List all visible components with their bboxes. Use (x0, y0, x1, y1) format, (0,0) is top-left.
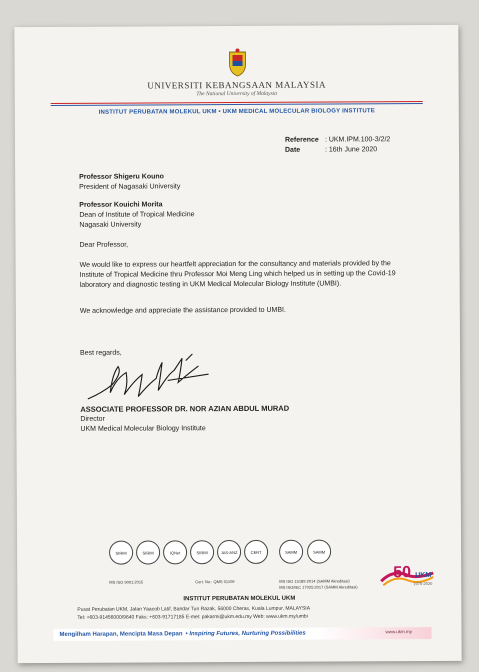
cert-note-right-1: MS ISO 15189:2014 (SAMM Akreditasi) (279, 578, 350, 584)
recipient-name: Professor Kouichi Morita (79, 201, 163, 209)
cert-badge-icon: SIRIM (190, 540, 214, 564)
recipient-org: Nagasaki University (79, 221, 142, 229)
letter-paragraph-1: We would like to express our heartfelt appreciation for the consultancy and materials provided by the Institute of Tropical Medicine thru Professor Moi Meng Ling which helped us in setting up the Covid-19 laboratory and diagnostic testing in UKM Medical Molecular Biology Institute (UMBI). (79, 260, 396, 290)
closing: Best regards, (80, 349, 122, 357)
signer-title: Director (80, 415, 105, 423)
signer-organization: UKM Medical Molecular Biology Institute (80, 425, 206, 433)
footer-contact: Tel: +603-91456000/9640 Faks: +603-91717185 E-mel: pakarmi@ukm.edu.my Web: www.ukm.my/umbi (77, 613, 308, 621)
cert-note-left-2: Cert. No.: QMS 01109 (195, 579, 235, 585)
cert-badge-icon: CERT (244, 540, 268, 564)
tagline-bar (53, 627, 431, 641)
letter-paragraph-2: We acknowledge and appreciate the assistance provided to UMBI. (79, 306, 286, 315)
accreditation-badges (279, 540, 331, 564)
date-value: : 16th June 2020 (324, 146, 378, 154)
tagline-malay: Mengilham Harapan, Mencipta Masa Depan (59, 631, 183, 638)
university-name: UNIVERSITI KEBANGSAAN MALAYSIA (147, 79, 326, 91)
recipient-title: Dean of Institute of Tropical Medicine (79, 211, 195, 219)
ukm-50-anniversary-logo (377, 555, 437, 599)
handwritten-signature (82, 344, 212, 407)
reference-label: Reference (284, 136, 319, 144)
cert-badge-icon: SIRIM (136, 540, 160, 564)
cert-note-left-1: MS ISO 9001:2015 (109, 579, 144, 585)
recipient-2 (79, 200, 194, 231)
accreditation-badge-icon: SAMM (307, 540, 331, 564)
date-label: Date (284, 146, 301, 154)
university-crest-icon (226, 48, 248, 78)
letter-page (14, 25, 461, 663)
logo-text: UKM (415, 571, 432, 580)
tagline-english: • Inspiring Futures, Nurturing Possibilities (185, 630, 306, 638)
certification-badges (109, 540, 268, 565)
recipient-title: President of Nagasaki University (79, 183, 181, 191)
footer-address: Pusat Perubatan UKM, Jalan Yaacob Latif, Bandar Tun Razak, 56000 Cheras, Kuala Lumpur, MALAYSIA (77, 605, 311, 613)
cert-badge-icon: SIRIM (109, 541, 133, 565)
recipient-1 (79, 172, 180, 193)
footer-title: INSTITUT PERUBATAN MOLEKUL UKM (183, 595, 296, 603)
logo-years: 1970-2020 (413, 580, 433, 587)
institute-name: INSTITUT PERUBATAN MOLEKUL UKM • UKM MEDICAL MOLECULAR BIOLOGY INSTITUTE (98, 108, 375, 116)
cert-note-right-2: MS ISO/IEC 17025:2017 (SAMM Akreditasi) (279, 584, 358, 590)
signer-name: ASSOCIATE PROFESSOR DR. NOR AZIAN ABDUL MURAD (80, 403, 290, 414)
footer-url: www.ukm.my (385, 629, 413, 635)
salutation: Dear Professor, (79, 241, 129, 249)
recipient-name: Professor Shigeru Kouno (79, 173, 164, 181)
university-subtitle: The National University of Malaysia (196, 90, 278, 98)
cert-badge-icon: JAS-ANZ (217, 540, 241, 564)
reference-block (285, 135, 390, 156)
reference-value: : UKM.IPM.100-3/2/2 (324, 136, 391, 144)
cert-badge-icon: IQNet (163, 540, 187, 564)
accreditation-badge-icon: SAMM (279, 540, 303, 564)
logo-number: 50 (393, 564, 412, 582)
